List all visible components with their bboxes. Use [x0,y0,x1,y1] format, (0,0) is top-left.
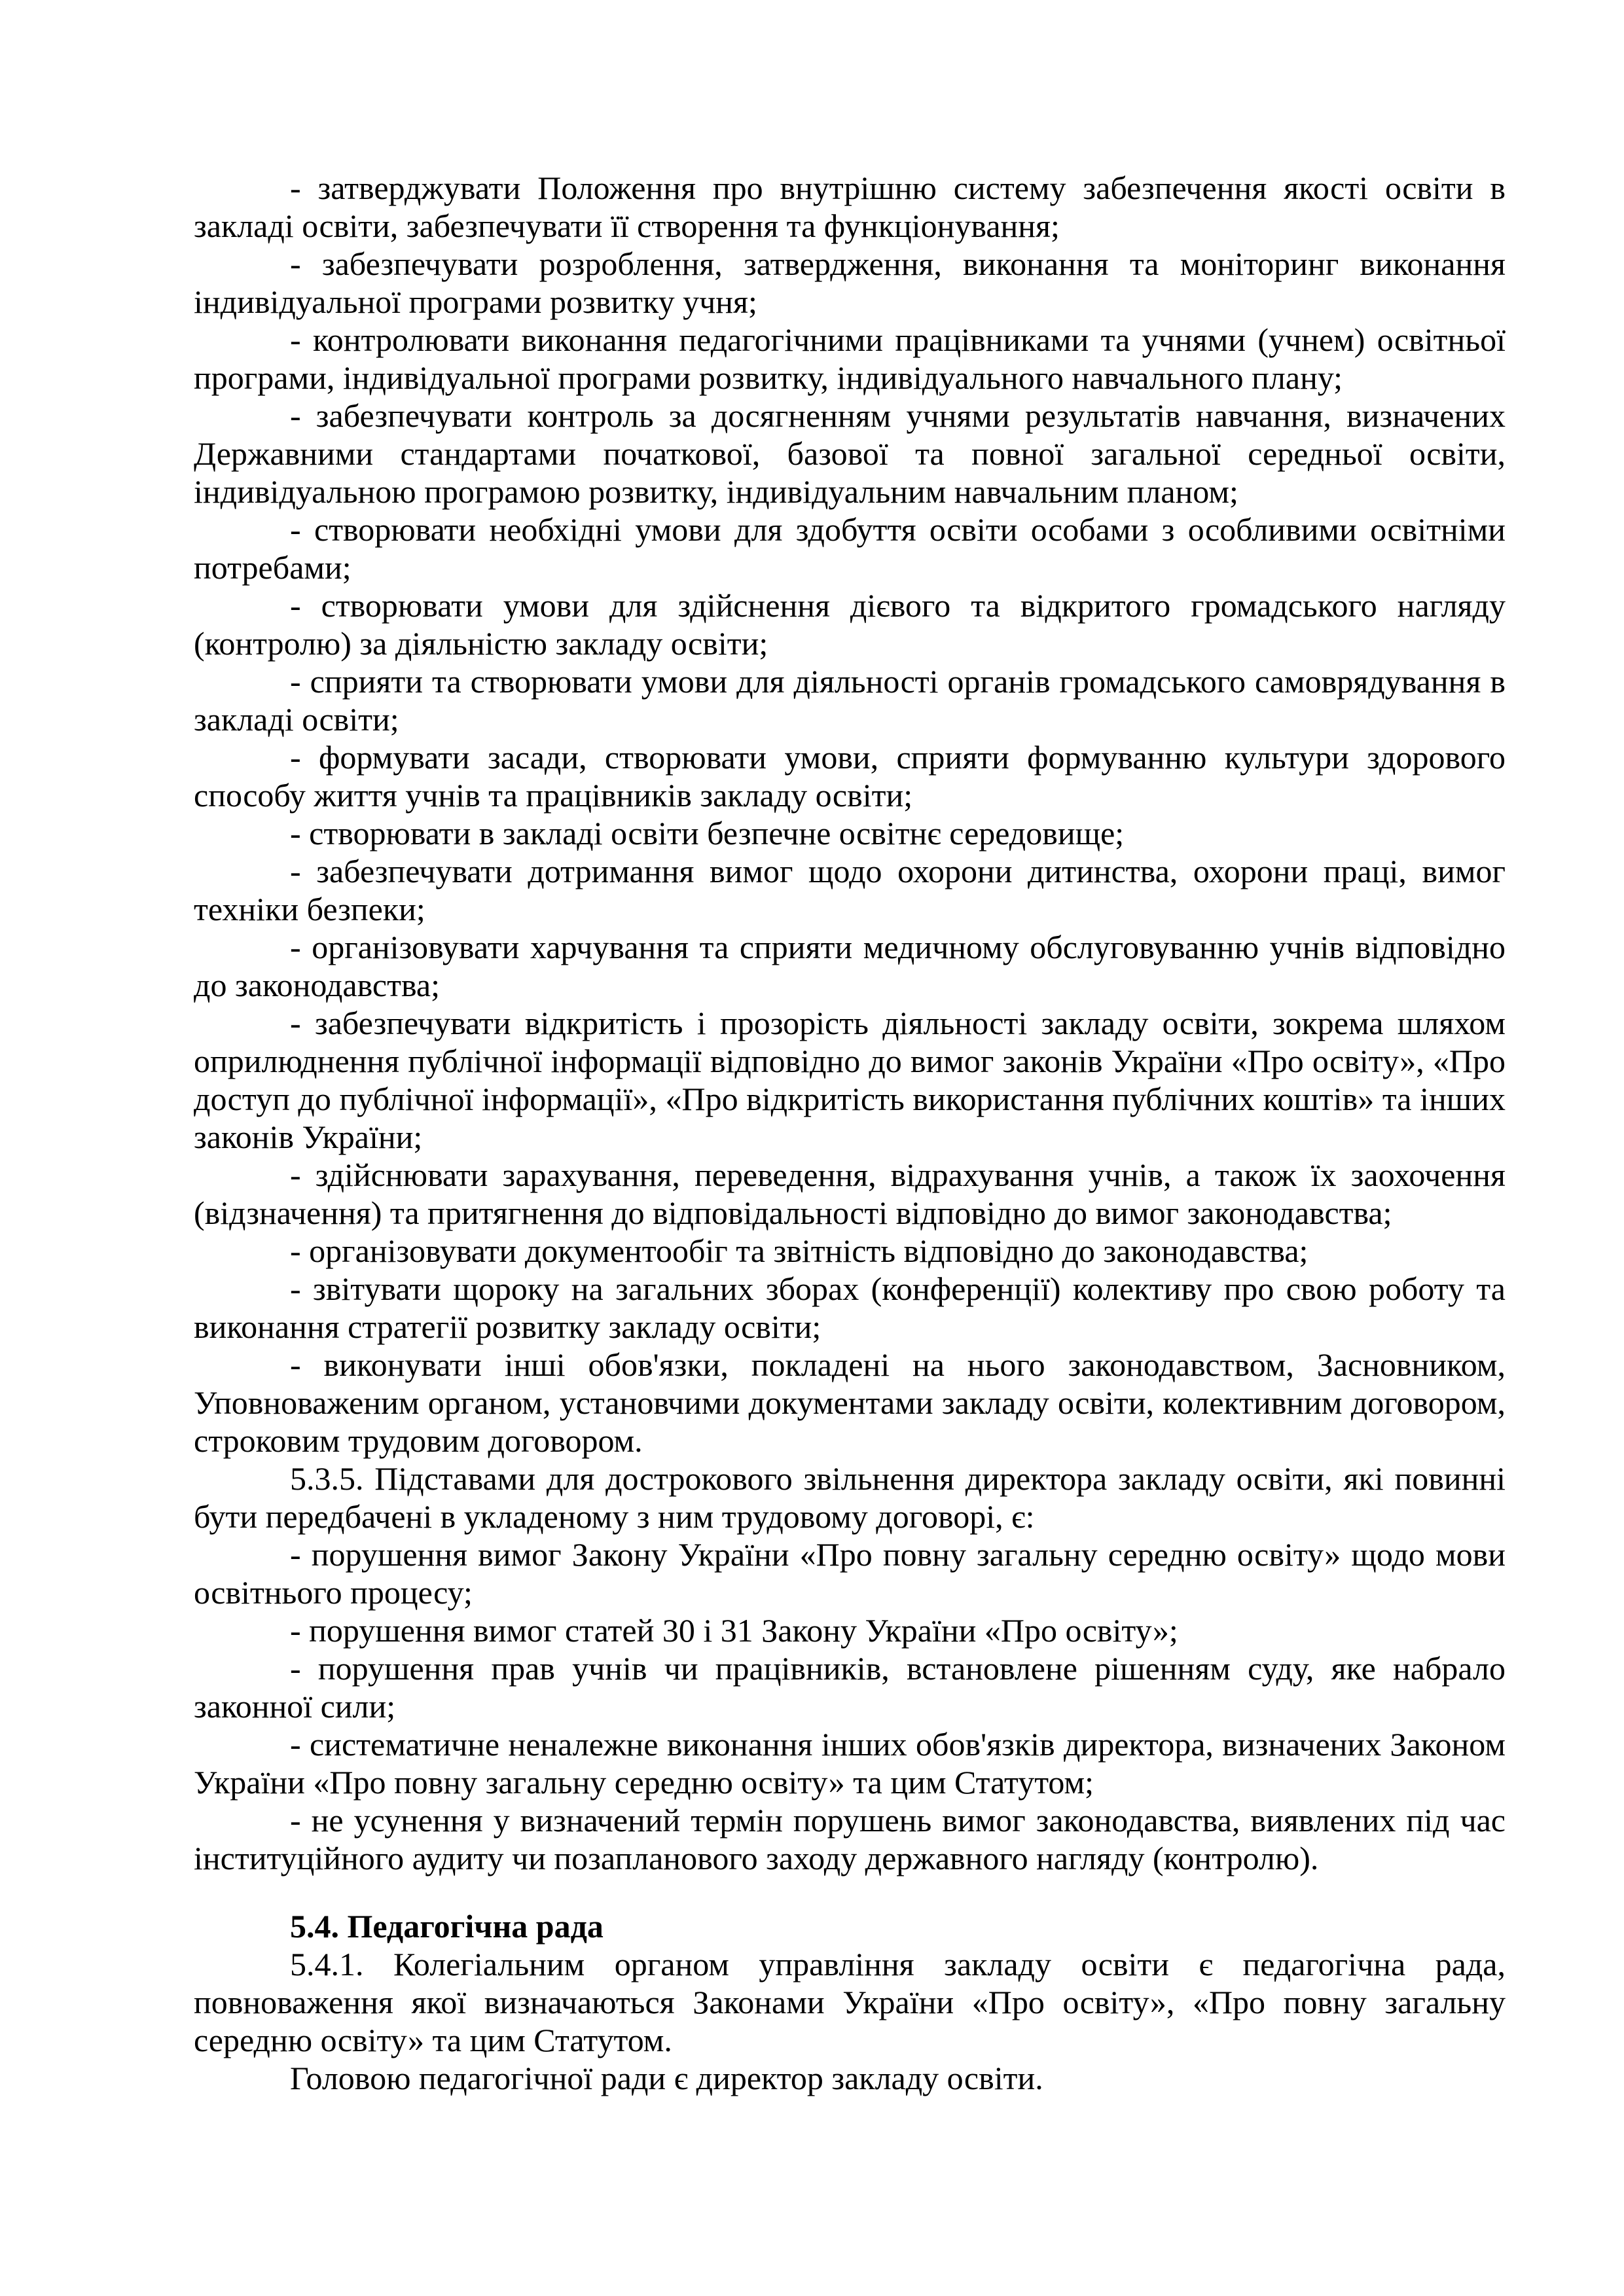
pedagogical-council-chair: Головою педагогічної ради є директор закладу освіти. [290,2060,1043,2096]
duty-item: - організовувати документообіг та звітність відповідно до законодавства; [290,1232,1308,1269]
duty-item: - організовувати харчування та сприяти медичному обслуговуванню учнів відповідно до законодавства; [194,929,1506,1003]
duty-item: - звітувати щороку на загальних зборах (конференції) колективу про свою роботу та виконання стратегії розвитку закладу освіти; [194,1270,1506,1345]
dismissal-ground: - порушення вимог статей 30 і 31 Закону України «Про освіту»; [290,1612,1178,1649]
section-5-4-heading: 5.4. Педагогічна рада [290,1908,604,1945]
duty-item: - формувати засади, створювати умови, сприяти формуванню культури здорового способу життя учнів та працівників закладу освіти; [194,739,1506,814]
dismissal-ground: - порушення вимог Закону України «Про повну загальну середню освіту» щодо мови освітнього процесу; [194,1536,1506,1611]
duty-item: - створювати умови для здійснення дієвого та відкритого громадського нагляду (контролю) за діяльністю закладу освіти; [194,587,1506,662]
dismissal-ground: - порушення прав учнів чи працівників, встановлене рішенням суду, яке набрало законної сили; [194,1650,1506,1725]
duty-item: - забезпечувати контроль за досягненням учнями результатів навчання, визначених Державними стандартами початкової, базової та повної загальної середньої освіти, індивідуальною програмою розвитку, індивідуальним навчальним планом; [194,397,1506,510]
duty-item: - забезпечувати розроблення, затвердження, виконання та моніторинг виконання індивідуальної програми розвитку учня; [194,245,1506,320]
dismissal-ground: - систематичне неналежне виконання інших обов'язків директора, визначених Законом України «Про повну загальну середню освіту» та цим Статутом; [194,1726,1506,1801]
clause-5-3-5-intro: 5.3.5. Підставами для дострокового звільнення директора закладу освіти, які повинні бути передбачені в укладеному з ним трудовому договорі, є: [194,1460,1506,1535]
duty-item: - створювати в закладі освіти безпечне освітнє середовище; [290,815,1125,852]
duty-item: - створювати необхідні умови для здобуття освіти особами з особливими освітніми потребами; [194,511,1506,586]
duty-item: - виконувати інші обов'язки, покладені на нього законодавством, Засновником, Уповноваженим органом, установчими документами закладу освіти, колективним договором, строковим трудовим договором. [194,1346,1506,1459]
duty-item: - контролювати виконання педагогічними працівниками та учнями (учнем) освітньої програми, індивідуальної програми розвитку, індивідуального навчального плану; [194,321,1506,396]
duty-item: - забезпечувати дотримання вимог щодо охорони дитинства, охорони праці, вимог техніки безпеки; [194,853,1506,927]
duty-item: - здійснювати зарахування, переведення, відрахування учнів, а також їх заохочення (відзначення) та притягнення до відповідальності відповідно до вимог законодавства; [194,1157,1506,1231]
duty-item: - сприяти та створювати умови для діяльності органів громадського самоврядування в закладі освіти; [194,663,1506,738]
duty-item: - затверджувати Положення про внутрішню систему забезпечення якості освіти в закладі освіти, забезпечувати її створення та функціонування; [194,170,1506,244]
duty-item: - забезпечувати відкритість і прозорість діяльності закладу освіти, зокрема шляхом оприлюднення публічної інформації відповідно до вимог законів України «Про освіту», «Про доступ до публічної інформації», «Про відкритість використання публічних коштів» та інших законів України; [194,1005,1506,1155]
statute-text-block [194,169,1506,2097]
dismissal-ground: - не усунення у визначений термін порушень вимог законодавства, виявлених під час інституційного аудиту чи позапланового заходу державного нагляду (контролю). [194,1802,1506,1876]
clause-5-4-1: 5.4.1. Колегіальним органом управління закладу освіти є педагогічна рада, повноваження якої визначаються Законами України «Про освіту», «Про повну загальну середню освіту» та цим Статутом. [194,1946,1506,2058]
